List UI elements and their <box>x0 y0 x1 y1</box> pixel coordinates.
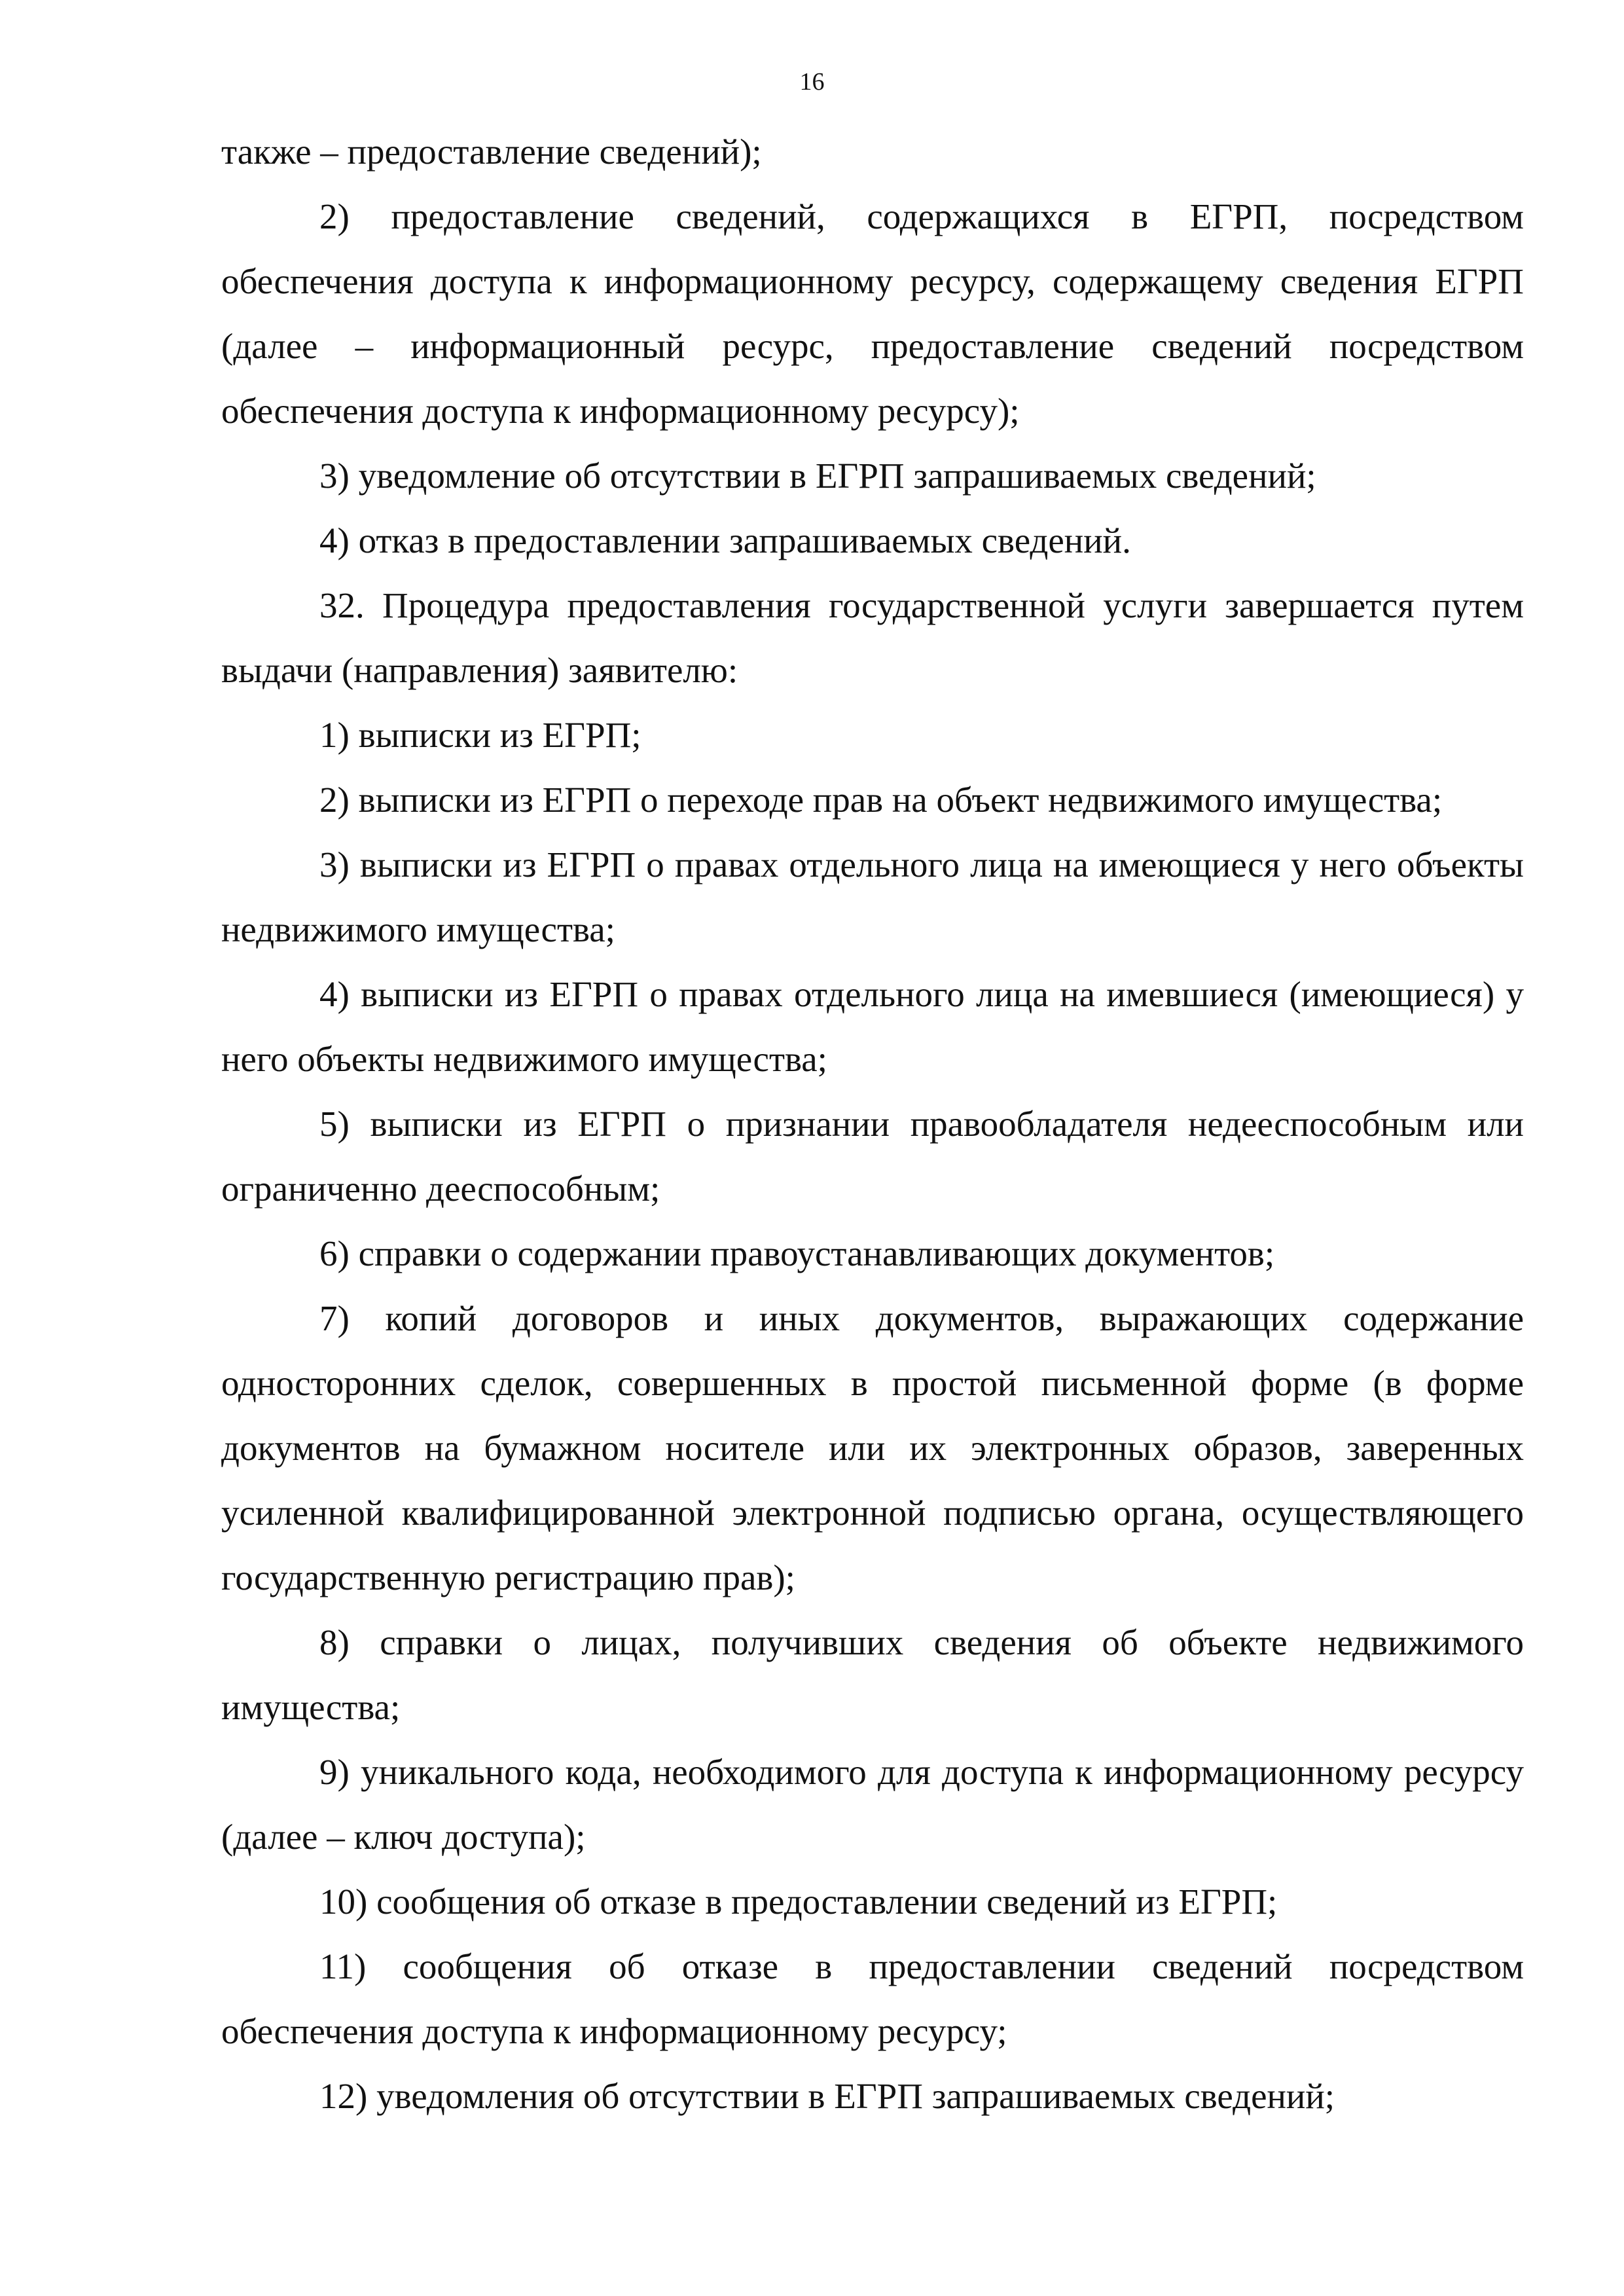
list-item-9-access-key: 9) уникального кода, необходимого для доступа к информационному ресурсу (далее – ключ доступа); <box>221 1752 1524 1857</box>
list-item-2-info-resource: 2) предоставление сведений, содержащихся в ЕГРП, посредством обеспечения доступа к информационному ресурсу, содержащему сведения ЕГРП (далее – информационный ресурс, предоставление сведений посредством обеспечения доступа к информационному ресурсу); <box>221 196 1524 431</box>
section-32-paragraph: 32. Процедура предоставления государственной услуги завершается путем выдачи (направления) заявителю: <box>221 585 1524 690</box>
list-item-10-refusal-message: 10) сообщения об отказе в предоставлении сведений из ЕГРП; <box>319 1882 1278 1922</box>
paragraph-continuation: также – предоставление сведений); <box>221 132 762 172</box>
page-number: 16 <box>799 68 825 96</box>
list-item-11-refusal-access-message: 11) сообщения об отказе в предоставлении сведений посредством обеспечения доступа к информационному ресурсу; <box>221 1946 1524 2051</box>
list-item-2-extract-transfer: 2) выписки из ЕГРП о переходе прав на объект недвижимого имущества; <box>319 780 1443 820</box>
document-body <box>221 119 1524 2128</box>
list-item-3-extract-rights: 3) выписки из ЕГРП о правах отдельного лица на имеющиеся у него объекты недвижимого имущества; <box>221 845 1524 949</box>
list-item-8-certificate-persons: 8) справки о лицах, получивших сведения об объекте недвижимого имущества; <box>221 1622 1524 1727</box>
list-item-3-absence-notice: 3) уведомление об отсутствии в ЕГРП запрашиваемых сведений; <box>319 456 1316 496</box>
list-item-12-absence-notice: 12) уведомления об отсутствии в ЕГРП запрашиваемых сведений; <box>319 2076 1335 2116</box>
list-item-7-contract-copies: 7) копий договоров и иных документов, выражающих содержание односторонних сделок, совершенных в простой письменной форме (в форме документов на бумажном носителе или их электронных образов, заверенных усиленной квалифицированной электронной подписью органа, осуществляющего государственную регистрацию прав); <box>221 1298 1524 1597</box>
list-item-6-certificate-documents: 6) справки о содержании правоустанавливающих документов; <box>319 1233 1275 1273</box>
list-item-4-refusal: 4) отказ в предоставлении запрашиваемых сведений. <box>319 520 1131 560</box>
list-item-1-extract: 1) выписки из ЕГРП; <box>319 715 641 755</box>
list-item-4-extract-past-rights: 4) выписки из ЕГРП о правах отдельного лица на имевшиеся (имеющиеся) у него объекты недвижимого имущества; <box>221 974 1524 1079</box>
list-item-5-extract-incapacity: 5) выписки из ЕГРП о признании правообладателя недееспособным или ограниченно дееспособным; <box>221 1104 1524 1209</box>
